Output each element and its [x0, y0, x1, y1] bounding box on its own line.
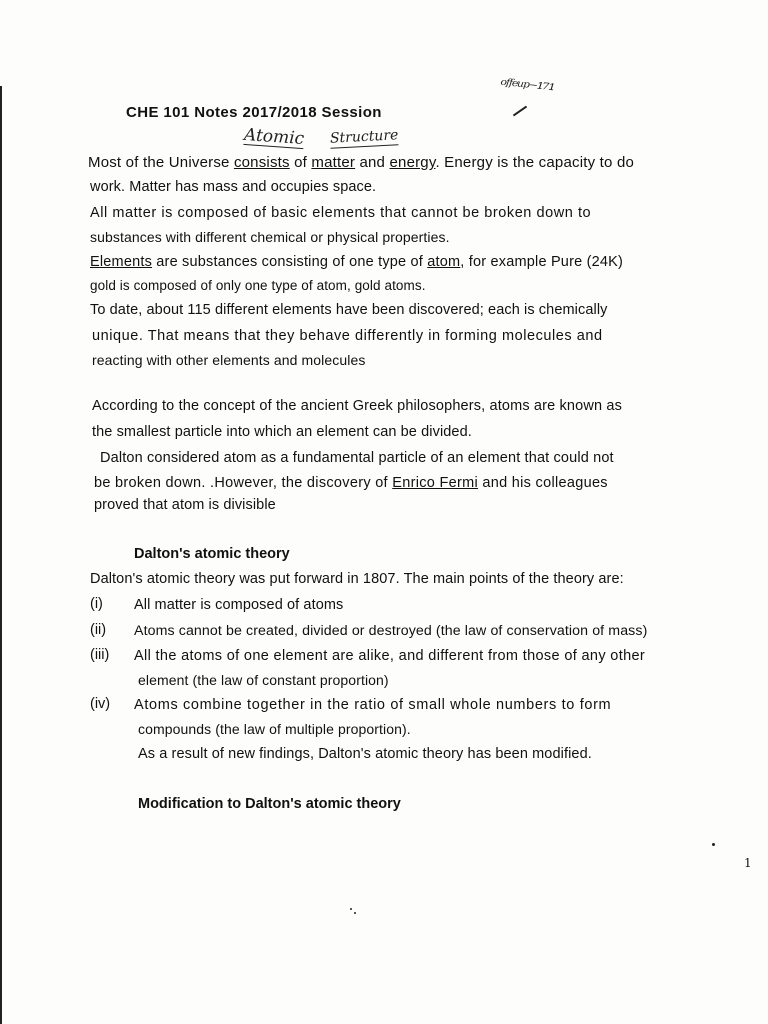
scan-speck: [712, 843, 715, 846]
list-number: (ii): [90, 622, 107, 638]
scan-speck: [354, 912, 356, 914]
intro-text: , for example Pure (24K): [460, 254, 624, 270]
intro-line-7: To date, about 115 different elements have been discovered; each is chemically: [90, 302, 608, 318]
term-atom: atom: [427, 254, 461, 270]
list-item-text: Atoms combine together in the ratio of small whole numbers to form: [134, 697, 612, 713]
list-item-text-continued: compounds (the law of multiple proportion).: [138, 721, 411, 737]
greek-text: be broken down. .However, the discovery of: [94, 475, 393, 491]
term-elements: Elements: [90, 254, 153, 270]
list-item-text: All the atoms of one element are alike, and different from those of any other: [134, 648, 646, 664]
name-enrico-fermi: Enrico Fermi: [392, 475, 479, 491]
intro-line-1: [88, 154, 634, 171]
greek-line-3: Dalton considered atom as a fundamental particle of an element that could not: [100, 450, 614, 466]
term-matter: matter: [311, 154, 356, 171]
greek-line-5: proved that atom is divisible: [94, 497, 276, 513]
intro-line-3: All matter is composed of basic elements that cannot be broken down to: [90, 205, 592, 221]
greek-line-2: the smallest particle into which an element can be divided.: [92, 424, 472, 440]
list-number: (i): [90, 596, 103, 612]
intro-text: are substances consisting of one type of: [152, 254, 428, 270]
handwritten-tick: [513, 106, 527, 117]
intro-line-6: gold is composed of only one type of atom, gold atoms.: [90, 278, 426, 293]
handwritten-subtitle-structure: Structure: [329, 127, 399, 147]
list-number: (iii): [90, 647, 110, 663]
intro-text: Most of the Universe: [88, 154, 234, 171]
intro-line-5: [90, 254, 623, 270]
section-heading-modification: Modification to Dalton's atomic theory: [138, 796, 401, 812]
term-energy: energy: [389, 154, 436, 171]
intro-text: and: [355, 154, 390, 171]
dalton-closing: As a result of new findings, Dalton's atomic theory has been modified.: [138, 746, 592, 762]
document-title: CHE 101 Notes 2017/2018 Session: [126, 104, 382, 121]
page-number: 1: [744, 856, 752, 870]
section-heading-dalton: Dalton's atomic theory: [134, 546, 290, 562]
scan-speck: [350, 908, 352, 910]
intro-text: of: [289, 154, 312, 171]
list-item-text-continued: element (the law of constant proportion): [138, 672, 389, 688]
dalton-intro: Dalton's atomic theory was put forward in 1807. The main points of the theory are:: [90, 571, 624, 587]
intro-line-8: unique. That means that they behave differently in forming molecules and: [92, 328, 603, 344]
page-edge-line: [0, 86, 2, 1024]
handwritten-subtitle-atomic: Atomic: [243, 124, 305, 150]
list-item-text: All matter is composed of atoms: [134, 597, 344, 613]
list-number: (iv): [90, 696, 111, 712]
list-item-text: Atoms cannot be created, divided or destroyed (the law of conservation of mass): [134, 623, 648, 639]
intro-line-4: substances with different chemical or physical properties.: [90, 229, 450, 245]
intro-line-2: work. Matter has mass and occupies space.: [90, 179, 377, 195]
greek-text: and his colleagues: [478, 475, 608, 491]
greek-line-1: According to the concept of the ancient Greek philosophers, atoms are known as: [92, 398, 622, 414]
intro-text: . Energy is the capacity to do: [435, 154, 635, 171]
intro-text-consists: consists: [233, 154, 290, 171]
greek-line-4: [94, 475, 608, 491]
handwritten-note-top-right: ᵒᶠᶠᵉᵘᵖ⁻¹⁷¹: [499, 75, 555, 101]
intro-line-9: reacting with other elements and molecules: [92, 352, 366, 368]
